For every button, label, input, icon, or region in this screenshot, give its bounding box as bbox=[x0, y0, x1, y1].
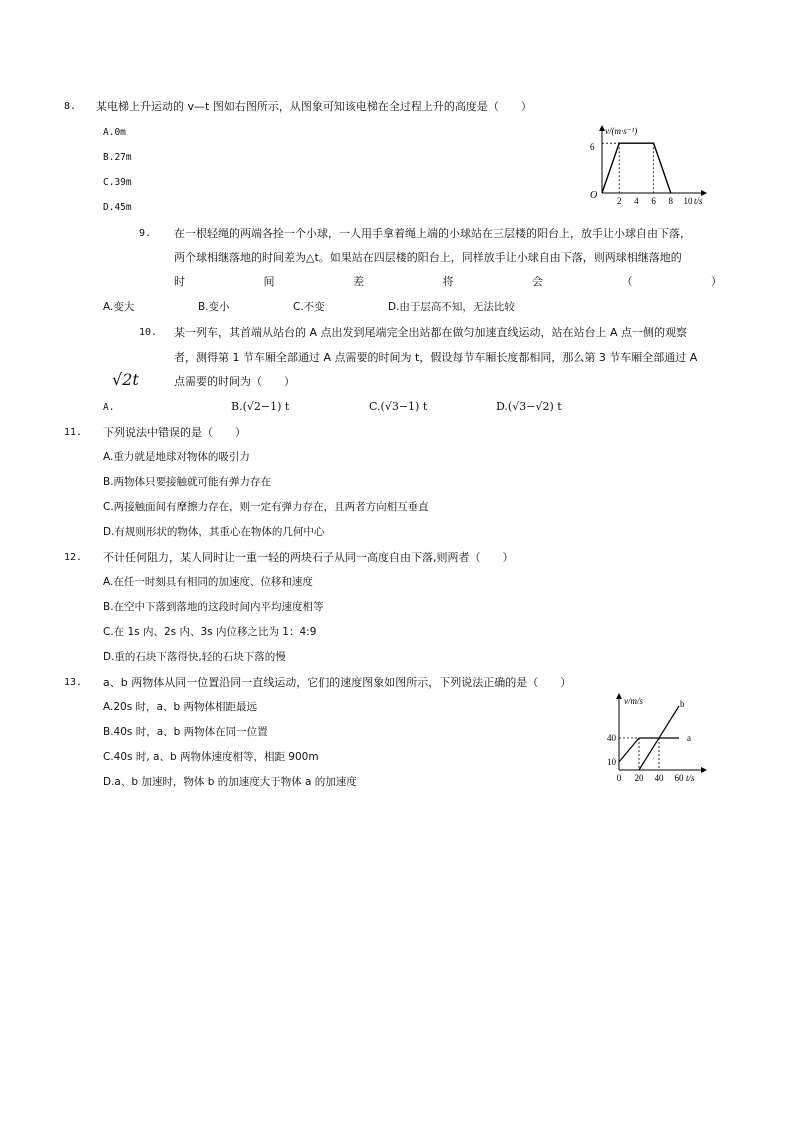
option-c: C.不变 bbox=[293, 301, 325, 313]
x-tick-label: 6 bbox=[651, 196, 656, 206]
option-b: B.在空中下落到落地的这段时间内平均速度相等 bbox=[103, 601, 324, 613]
x-tick-label: 0 bbox=[616, 773, 622, 783]
question-number: 13. bbox=[64, 677, 83, 688]
justified-char: 间 bbox=[263, 275, 275, 288]
option-d: D.(√3−√2) t bbox=[496, 400, 562, 413]
option-b: B.27m bbox=[103, 152, 132, 163]
option-d: D.45m bbox=[103, 202, 132, 213]
option-a: A.变大 bbox=[103, 301, 135, 313]
justified-char: 差 bbox=[353, 275, 364, 288]
series-line bbox=[602, 143, 671, 193]
question-line: 点需要的时间为（ ） bbox=[174, 375, 295, 388]
option-a: A.在任一时刻具有相同的加速度、位移和速度 bbox=[103, 576, 313, 588]
question-number: 11. bbox=[64, 427, 83, 438]
y-tick-label: 6 bbox=[590, 142, 595, 152]
x-tick-label: 20 bbox=[634, 773, 644, 783]
question-number: 9. bbox=[139, 228, 152, 239]
y-tick-label: 40 bbox=[607, 733, 616, 743]
option-d: D.有规则形状的物体，其重心在物体的几何中心 bbox=[103, 526, 325, 538]
option-c: C.40s 时, a、b 两物体速度相等，相距 900m bbox=[103, 751, 319, 763]
option-b: B.(√2−1) t bbox=[231, 400, 290, 413]
justified-char: 时 bbox=[174, 275, 185, 288]
origin-label: O bbox=[590, 190, 598, 201]
option-a: A. bbox=[103, 402, 115, 413]
question-line: 某一列车，其首端从站台的 A 点出发到尾端完全出站都在做匀加速直线运动，站在站台上 A 点一侧的观察 bbox=[174, 326, 688, 339]
option-d: D.重的石块下落得快,轻的石块下落的慢 bbox=[103, 651, 286, 663]
vt-graph-ab bbox=[600, 676, 710, 788]
floating-expression: √2t bbox=[112, 370, 139, 389]
question-number: 10. bbox=[139, 327, 158, 338]
justified-char: （ bbox=[621, 275, 633, 288]
vt-graph-elevator bbox=[584, 122, 712, 210]
y-axis-label: v/(m·s⁻¹) bbox=[605, 126, 638, 136]
x-tick-label: 8 bbox=[668, 196, 674, 206]
question-stem: 不计任何阻力，某人同时让一重一轻的两块石子从同一高度自由下落,则两者（ ） bbox=[103, 551, 514, 564]
option-d: D.a、b 加速时，物体 b 的加速度大于物体 a 的加速度 bbox=[103, 776, 357, 788]
question-number: 12. bbox=[64, 552, 83, 563]
x-tick-label: 40 bbox=[654, 773, 664, 783]
question-line: 两个球相继落地的时间差为△t。如果站在四层楼的阳台上，同样放手让小球自由下落，则两球相继落地的 bbox=[174, 251, 682, 264]
question-number: 8. bbox=[64, 101, 77, 112]
justified-char: ） bbox=[711, 275, 722, 288]
y-tick-label: 10 bbox=[607, 757, 616, 767]
justified-char: 会 bbox=[532, 275, 543, 288]
x-tick-label: 2 bbox=[616, 196, 622, 206]
option-b: B.变小 bbox=[198, 301, 230, 313]
x-axis-label: t/s bbox=[694, 196, 703, 206]
question-line: 者，测得第 1 节车厢全部通过 A 点需要的时间为 t，假设每节车厢长度都相同，那么第 3 节车厢全部通过 A bbox=[174, 351, 698, 364]
option-a: A.20s 时，a、b 两物体相距最远 bbox=[103, 701, 257, 713]
option-c: C.在 1s 内、2s 内、3s 内位移之比为 1：4:9 bbox=[103, 626, 317, 638]
option-a: A.重力就是地球对物体的吸引力 bbox=[103, 451, 250, 463]
question-line-justified bbox=[174, 275, 722, 289]
series-a-line bbox=[619, 738, 679, 762]
option-c: C.两接触面间有摩擦力存在，则一定有弹力存在，且两者方向相互垂直 bbox=[103, 501, 429, 513]
x-axis-label: t/s bbox=[686, 773, 695, 783]
option-a: A.0m bbox=[103, 127, 126, 138]
series-b-label: b bbox=[680, 699, 685, 709]
series-a-label: a bbox=[687, 733, 691, 743]
x-tick-label: 4 bbox=[634, 196, 639, 206]
y-axis-label: v/m/s bbox=[624, 696, 643, 706]
question-line: 在一根轻绳的两端各拴一个小球，一人用手拿着绳上端的小球站在三层楼的阳台上，放手让小球自由下落， bbox=[174, 227, 691, 240]
x-tick-label: 10 bbox=[683, 196, 693, 206]
option-c: C.39m bbox=[103, 177, 132, 188]
option-c: C.(√3−1) t bbox=[369, 400, 428, 413]
question-stem: a、b 两物体从同一位置沿同一直线运动，它们的速度图象如图所示，下列说法正确的是（ ） bbox=[103, 676, 572, 689]
question-stem: 某电梯上升运动的 v—t 图如右图所示，从图象可知该电梯在全过程上升的高度是（ ） bbox=[96, 100, 532, 113]
x-tick-label: 60 bbox=[674, 773, 684, 783]
option-b: B.两物体只要接触就可能有弹力存在 bbox=[103, 476, 272, 488]
option-d: D.由于层高不知，无法比较 bbox=[388, 301, 515, 313]
option-b: B.40s 时，a、b 两物体在同一位置 bbox=[103, 726, 268, 738]
question-stem: 下列说法中错误的是（ ） bbox=[103, 426, 246, 439]
justified-char: 将 bbox=[442, 275, 454, 288]
